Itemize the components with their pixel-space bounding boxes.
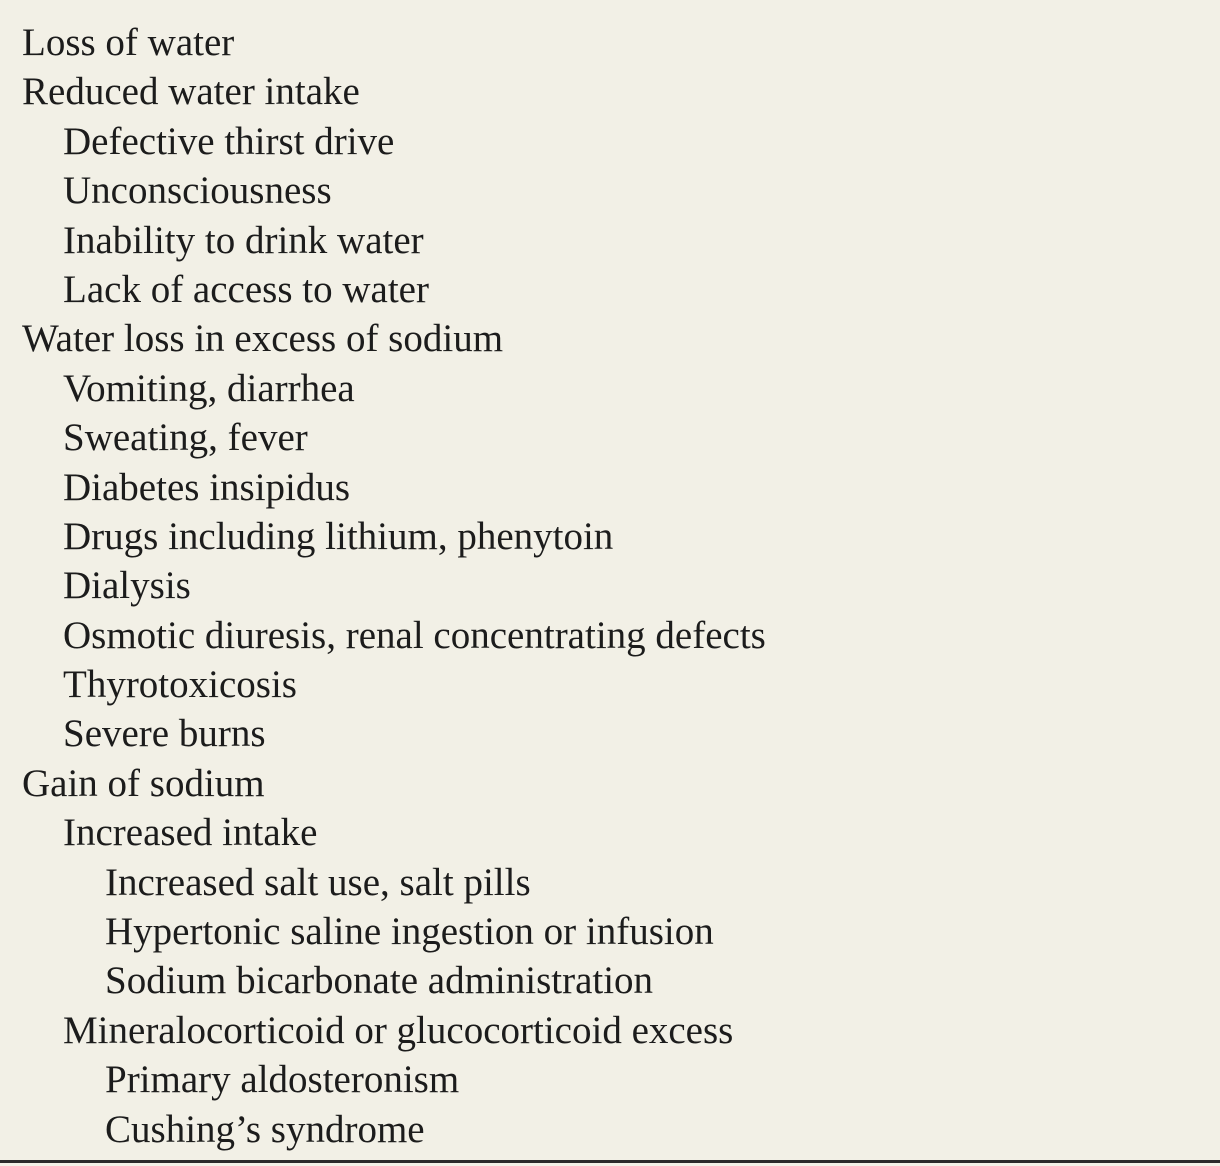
list-item: Increased salt use, salt pills — [105, 860, 531, 904]
list-item: Hypertonic saline ingestion or infusion — [105, 910, 714, 954]
list-item: Cushing’s syndrome — [105, 1107, 425, 1151]
causes-list — [22, 18, 766, 1154]
list-item: Dialysis — [63, 564, 191, 608]
list-item: Primary aldosteronism — [105, 1058, 460, 1102]
list-item: Reduced water intake — [22, 70, 360, 114]
list-item: Increased intake — [63, 811, 318, 855]
list-item: Unconsciousness — [63, 169, 332, 213]
list-item: Defective thirst drive — [63, 119, 395, 163]
list-item: Vomiting, diarrhea — [63, 366, 355, 410]
list-item: Mineralocorticoid or glucocorticoid excess — [63, 1008, 734, 1052]
list-item: Drugs including lithium, phenytoin — [63, 514, 614, 558]
list-item: Osmotic diuresis, renal concentrating defects — [63, 613, 766, 657]
list-item: Sodium bicarbonate administration — [105, 959, 654, 1003]
list-item: Water loss in excess of sodium — [22, 317, 504, 361]
list-item: Lack of access to water — [63, 267, 429, 311]
list-item: Severe burns — [63, 712, 266, 756]
list-item: Thyrotoxicosis — [63, 663, 297, 707]
bottom-rule — [0, 1160, 1220, 1163]
list-item: Loss of water — [22, 21, 235, 64]
list-item: Inability to drink water — [63, 218, 424, 262]
list-item: Gain of sodium — [22, 761, 265, 805]
list-item: Diabetes insipidus — [63, 465, 351, 509]
list-item: Sweating, fever — [63, 416, 308, 460]
